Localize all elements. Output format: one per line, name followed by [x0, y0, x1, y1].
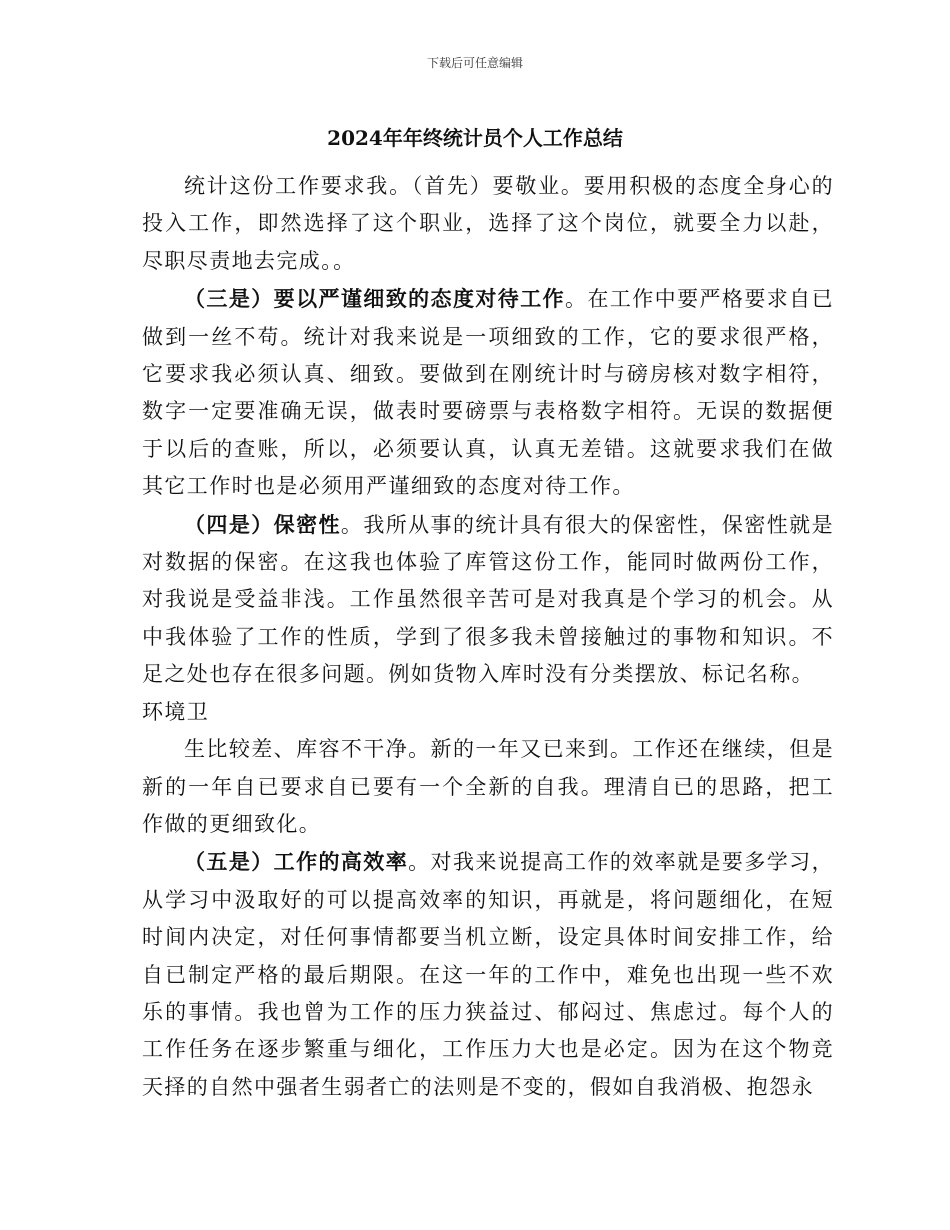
paragraph-fragment [142, 694, 834, 731]
paragraph-heading: （三是）要以严谨细致的态度对待工作 [184, 286, 566, 312]
paragraph-text: 。对我来说提高工作的效率就是要多学习，从学习中汲取好的可以提高效率的知识，再就是，将问题细化，在短时间内决定，对任何事情都要当机立断，设定具体时间安排工作，给自已制定严格的最后期限。在这一年的工作中，难免也出现一些不欢乐的事情。我也曾为工作的压力狭益过、郁闷过、焦虑过。每个人的工作任务在逐步繁重与细化，工作压力大也是必定。因为在这个物竞天择的自然中强者生弱者亡的法则是不变的，假如自我消极、抱怨永 [142, 850, 834, 1099]
paragraph-point-five [142, 843, 834, 1106]
paragraph-point-three [142, 280, 834, 505]
paragraph-continuation [142, 731, 834, 843]
paragraph-heading: （四是）保密性 [184, 511, 341, 537]
paragraph-text: 统计这份工作要求我。（首先）要敬业。要用积极的态度全身心的投入工作，即然选择了这个职业，选择了这个岗位，就要全力以赴，尽职尽责地去完成。。 [142, 174, 834, 273]
document-title: 2024年年终统计员个人工作总结 [327, 126, 623, 150]
document-body [142, 168, 834, 1106]
paragraph-text: 生比较差、库容不干净。新的一年又已来到。工作还在继续，但是新的一年自已要求自已要有一个全新的自我。理清自已的思路，把工作做的更细致化。 [142, 737, 834, 836]
paragraph-point-four [142, 506, 834, 694]
page-header-note: 下载后可任意编辑 [426, 56, 523, 70]
paragraph-intro [142, 168, 834, 280]
paragraph-text: 。在工作中要严格要求自已做到一丝不苟。统计对我来说是一项细致的工作，它的要求很严格，它要求我必须认真、细致。要做到在刚统计时与磅房核对数字相符，数字一定要准确无误，做表时要磅票与表格数字相符。无误的数据便于以后的查账，所以，必须要认真，认真无差错。这就要求我们在做其它工作时也是必须用严谨细致的态度对待工作。 [142, 287, 834, 499]
paragraph-text: 环境卫 [142, 699, 210, 724]
paragraph-heading: （五是）工作的高效率 [184, 849, 409, 875]
paragraph-text: 。我所从事的统计具有很大的保密性，保密性就是对数据的保密。在这我也体验了库管这份工作，能同时做两份工作，对我说是受益非浅。工作虽然很辛苦可是对我真是个学习的机会。从中我体验了工作的性质，学到了很多我未曾接触过的事物和知识。不足之处也存在很多问题。例如货物入库时没有分类摆放、标记名称。 [142, 512, 834, 687]
